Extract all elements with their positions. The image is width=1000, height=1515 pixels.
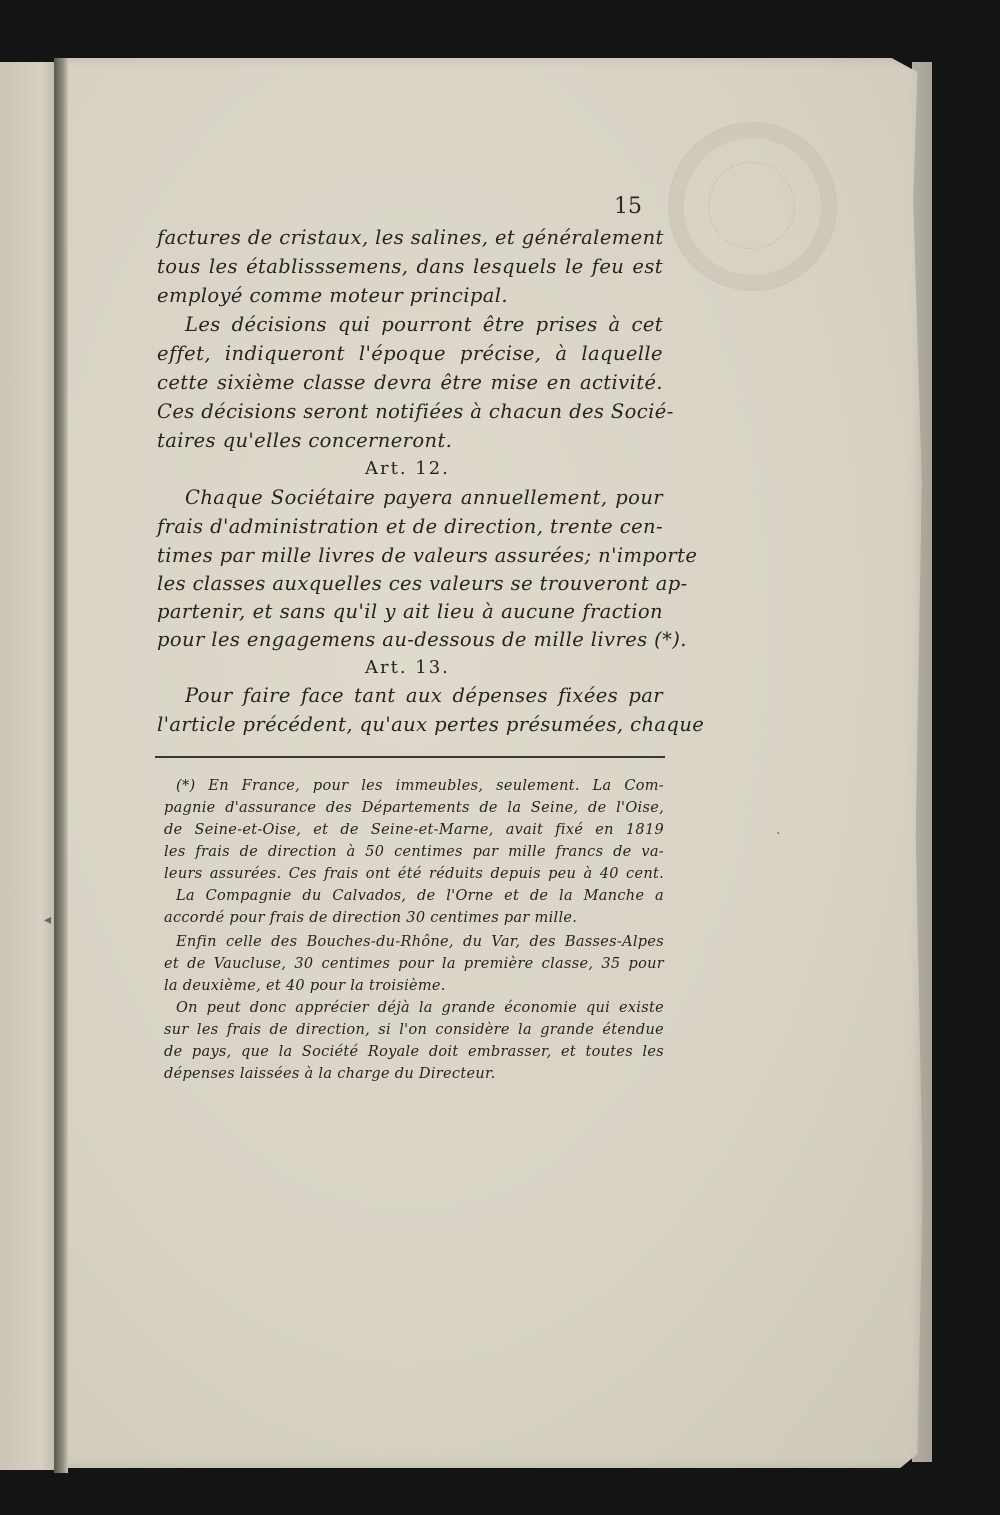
body-line: taires qu'elles concerneront. xyxy=(157,429,453,452)
footnote-line: sur les frais de direction, si l'on considère la grande étendue xyxy=(164,1022,664,1038)
article-12-heading: Art. 12. xyxy=(365,458,450,479)
footnote-line: les frais de direction à 50 centimes par mille francs de va- xyxy=(164,844,664,860)
footnote-line: la deuxième, et 40 pour la troisième. xyxy=(164,978,446,994)
article-12-line: Chaque Sociétaire payera annuellement, pour xyxy=(185,486,663,509)
footnote-rule xyxy=(155,756,665,758)
footnote-line: Enfin celle des Bouches-du-Rhône, du Var, des Basses-Alpes xyxy=(176,934,664,950)
article-12-line: les classes auxquelles ces valeurs se trouveront ap- xyxy=(157,572,688,595)
article-13-line: Pour faire face tant aux dépenses fixées par xyxy=(185,684,663,707)
paper-speck: · xyxy=(776,826,781,842)
footnote-line: La Compagnie du Calvados, de l'Orne et de la Manche a xyxy=(176,888,664,904)
footnote-line: de pays, que la Société Royale doit embrasser, et toutes les xyxy=(164,1044,664,1060)
page-number: 15 xyxy=(614,194,642,219)
binding-mark: ◂ xyxy=(44,912,52,928)
body-line: effet, indiqueront l'époque précise, à laquelle xyxy=(157,342,663,365)
body-line: cette sixième classe devra être mise en activité. xyxy=(157,371,663,394)
body-line: Les décisions qui pourront être prises à cet xyxy=(185,313,663,336)
article-12-line: frais d'administration et de direction, trente cen- xyxy=(157,515,663,538)
footnote-line: dépenses laissées à la charge du Directeur. xyxy=(164,1066,496,1082)
body-line: Ces décisions seront notifiées à chacun des Socié- xyxy=(157,400,674,423)
article-12-line: partenir, et sans qu'il y ait lieu à aucune fraction xyxy=(157,600,663,623)
body-line: tous les établisssemens, dans lesquels le feu est xyxy=(157,255,663,278)
article-12-line: times par mille livres de valeurs assurées; n'importe xyxy=(157,544,698,567)
book-gutter xyxy=(54,58,68,1473)
article-12-line: pour les engagemens au-dessous de mille livres (*). xyxy=(157,628,687,651)
body-line: factures de cristaux, les salines, et généralement xyxy=(157,226,664,249)
previous-page-edge xyxy=(0,62,60,1470)
footnote-line: et de Vaucluse, 30 centimes pour la première classe, 35 pour xyxy=(164,956,664,972)
body-line: employé comme moteur principal. xyxy=(157,284,509,307)
footnote-line: accordé pour frais de direction 30 centimes par mille. xyxy=(164,910,578,926)
footnote-line: leurs assurées. Ces frais ont été réduits depuis peu à 40 cent. xyxy=(164,866,664,882)
seal-center xyxy=(708,162,795,249)
footnote-line: On peut donc apprécier déjà la grande économie qui existe xyxy=(176,1000,664,1016)
footnote-line: pagnie d'assurance des Départements de la Seine, de l'Oise, xyxy=(164,800,664,816)
footnote-line: (*) En France, pour les immeubles, seulement. La Com- xyxy=(176,778,664,794)
article-13-heading: Art. 13. xyxy=(365,657,450,678)
embossed-seal xyxy=(668,122,837,291)
footnote-line: de Seine-et-Oise, et de Seine-et-Marne, avait fixé en 1819 xyxy=(164,822,664,838)
article-13-line: l'article précédent, qu'aux pertes présumées, chaque xyxy=(157,713,705,736)
